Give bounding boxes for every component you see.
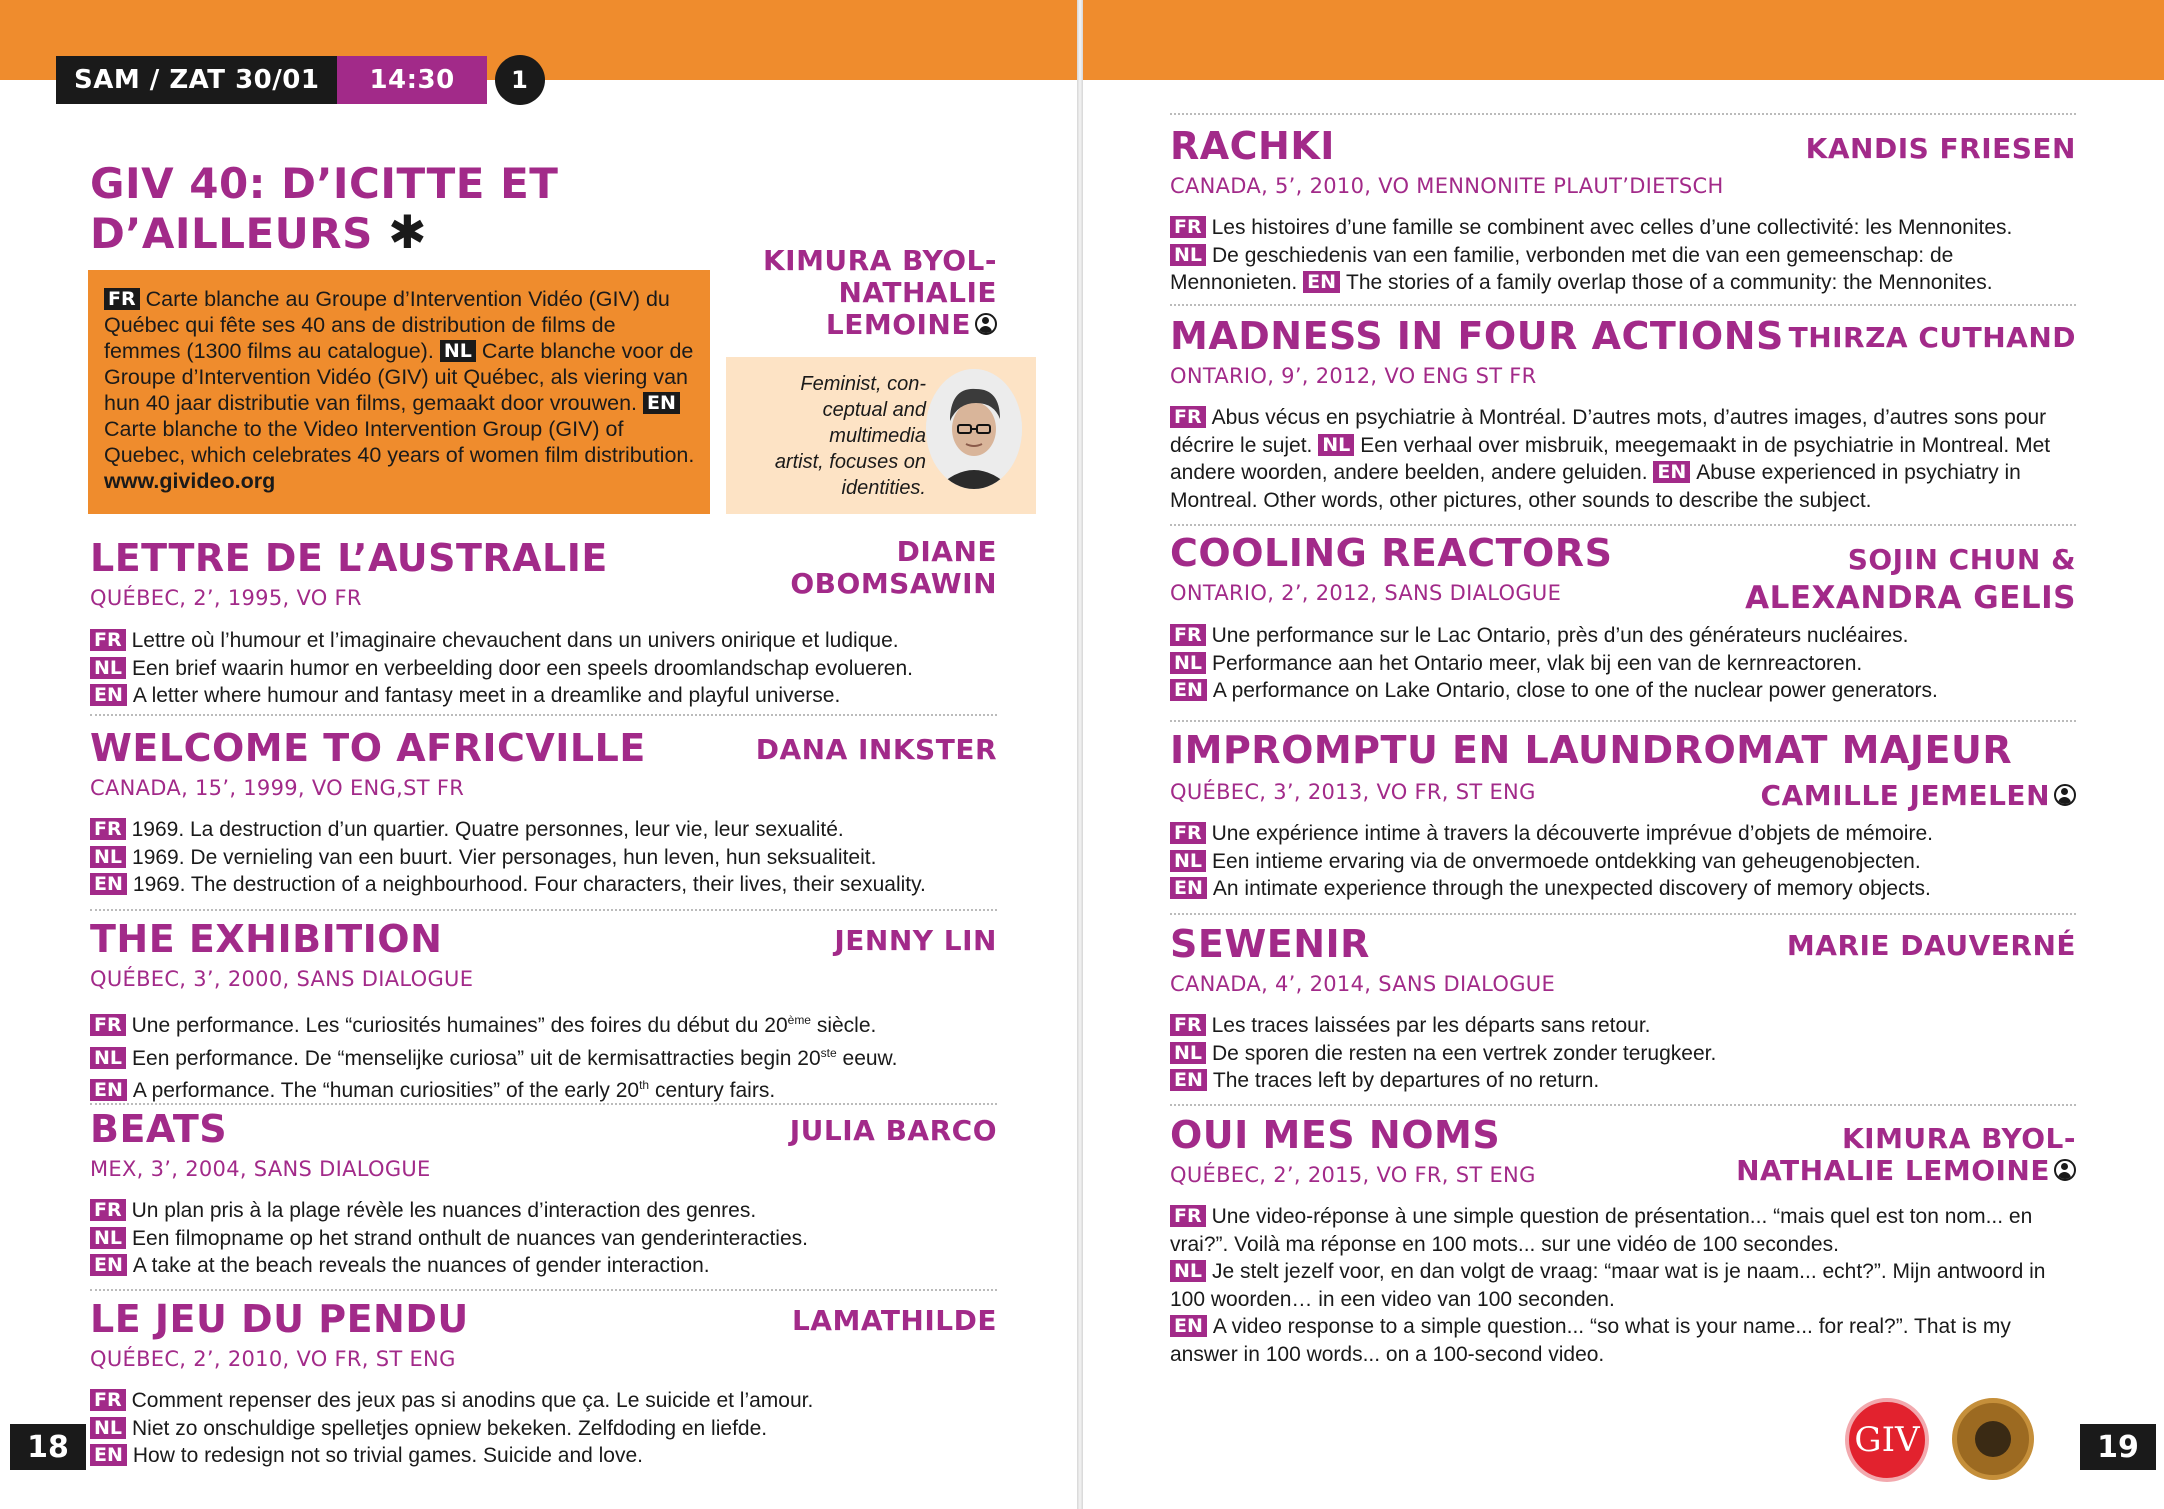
film-director	[792, 1305, 997, 1337]
lang-tag-nl: NL	[1170, 1042, 1206, 1064]
film-director-line2: OBOMSAWIN	[790, 567, 997, 600]
left-page	[0, 0, 1077, 1509]
bio-line: multimedia	[829, 425, 926, 447]
film-entry	[1170, 531, 2076, 711]
desc-fr: 1969. La destruction d’un quartier. Quatre personnes, leur vie, leur sexualité.	[131, 818, 844, 841]
film-meta: QUÉBEC, 3’, 2013, VO FR, ST ENG	[1170, 780, 1536, 804]
desc-fr: Abus vécus en psychiatrie à Montréal. D’autres mots, d’autres images, d’autres sons pour décrire le sujet.	[1170, 406, 2047, 457]
program-director	[757, 245, 997, 341]
program-desc-en: Carte blanche to the Video Intervention Group (GIV) of Quebec, which celebrates 40 years of women film distribution.	[104, 417, 695, 467]
seal-logo	[1952, 1398, 2034, 1480]
lang-tag-en: EN	[90, 1079, 127, 1101]
film-director-line1: SOJIN CHUN &	[1847, 543, 2076, 576]
film-description	[90, 1387, 997, 1470]
film-meta: QUÉBEC, 2’, 2010, VO FR, ST ENG	[90, 1347, 456, 1371]
lang-tag-nl: NL	[1170, 850, 1206, 872]
desc-nl: Je stelt jezelf voor, en dan volgt de vraag: “maar wat is je naam... echt?”. Mijn antwoord in 100 woorden… in een video van 100 seconden.	[1170, 1260, 2046, 1311]
person-icon	[2054, 784, 2076, 806]
desc-fr: Comment repenser des jeux pas si anodins que ça. Le suicide et l’amour.	[131, 1389, 814, 1412]
film-entry	[90, 1297, 997, 1477]
desc-en: How to redesign not so trivial games. Suicide and love.	[132, 1444, 643, 1467]
desc-en: The stories of a family overlap those of a community: the Mennonites.	[1346, 271, 1993, 294]
program-title-line2: D’AILLEURS	[90, 209, 373, 258]
desc-fr: Une performance. Les “curiosités humaines” des foires du début du 20	[131, 1014, 788, 1037]
program-title-line1: GIV 40: D’ICITTE ET	[90, 159, 559, 208]
film-meta: QUÉBEC, 2’, 1995, VO FR	[90, 586, 362, 610]
film-entry	[1170, 124, 2076, 304]
film-title: RACHKI	[1170, 124, 1335, 168]
lang-tag-nl: NL	[1170, 244, 1206, 266]
film-description	[1170, 1012, 2076, 1095]
desc-nl: 1969. De vernieling van een buurt. Vier personages, hun leven, hun seksualiteit.	[132, 845, 877, 869]
film-meta: CANADA, 15’, 1999, VO ENG,ST FR	[90, 776, 465, 800]
film-director	[834, 925, 997, 957]
film-title: COOLING REACTORS	[1170, 531, 1613, 575]
film-entry	[90, 1107, 997, 1280]
lang-tag-nl: NL	[90, 1047, 126, 1069]
lang-tag-en: EN	[1170, 679, 1207, 701]
film-title: WELCOME TO AFRICVILLE	[90, 726, 646, 770]
director-photo	[926, 369, 1022, 489]
superscript: ste	[820, 1045, 837, 1060]
film-meta: CANADA, 4’, 2014, SANS DIALOGUE	[1170, 972, 1556, 996]
film-director-line1: JENNY LIN	[834, 924, 997, 957]
film-description	[1170, 404, 2076, 514]
film-description	[1170, 1203, 2076, 1368]
film-meta: QUÉBEC, 3’, 2000, SANS DIALOGUE	[90, 967, 474, 991]
lang-tag-fr: FR	[1170, 216, 1206, 238]
lang-tag-nl: NL	[1318, 434, 1354, 456]
lang-tag-en: EN	[90, 684, 127, 706]
lang-tag-en: EN	[643, 392, 680, 414]
lang-tag-nl: NL	[90, 846, 126, 868]
film-title: MADNESS IN FOUR ACTIONS	[1170, 314, 1784, 358]
program-director-line1: KIMURA BYOL-	[762, 244, 997, 277]
film-description	[1170, 622, 2076, 705]
film-description	[1170, 820, 2076, 903]
divider	[90, 1103, 997, 1105]
divider	[1170, 113, 2076, 115]
orange-banner	[1083, 0, 2164, 80]
lang-tag-fr: FR	[90, 629, 126, 651]
divider	[90, 1289, 997, 1291]
lang-tag-fr: FR	[1170, 1205, 1206, 1227]
lang-tag-nl: NL	[1170, 652, 1206, 674]
lang-tag-fr: FR	[1170, 624, 1206, 646]
lang-tag-fr: FR	[90, 1199, 126, 1221]
desc-nl: De sporen die resten na een vertrek zonder terugkeer.	[1212, 1041, 1717, 1065]
desc-fr-end: siècle.	[810, 1014, 877, 1037]
film-director	[790, 1115, 997, 1147]
film-description	[90, 627, 997, 710]
session-time: 14:30	[337, 56, 486, 104]
page-number-left: 18	[10, 1424, 86, 1470]
film-director-line2: ALEXANDRA GELIS	[1745, 580, 2076, 616]
lang-tag-nl: NL	[440, 340, 476, 362]
desc-fr: Une expérience intime à travers la découverte imprévue d’objets de mémoire.	[1211, 822, 1933, 845]
page-number-right: 19	[2080, 1424, 2156, 1470]
desc-en: A performance on Lake Ontario, close to one of the nuclear power generators.	[1212, 679, 1938, 702]
divider	[90, 714, 997, 716]
lang-tag-en: EN	[1170, 877, 1207, 899]
film-description	[90, 1007, 997, 1105]
divider	[1170, 720, 2076, 722]
film-entry	[1170, 314, 2076, 524]
film-director	[756, 734, 997, 766]
desc-fr: Une performance sur le Lac Ontario, près d’un des générateurs nucléaires.	[1211, 624, 1909, 647]
lang-tag-en: EN	[1303, 271, 1340, 293]
program-director-line3: LEMOINE	[825, 308, 971, 341]
lang-tag-nl: NL	[90, 1227, 126, 1249]
film-director-line1: JULIA BARCO	[789, 1114, 997, 1147]
lang-tag-nl: NL	[1170, 1260, 1206, 1282]
lang-tag-en: EN	[90, 873, 127, 895]
lang-tag-en: EN	[1653, 461, 1690, 483]
desc-en: A letter where humour and fantasy meet in a dreamlike and playful universe.	[132, 684, 841, 707]
film-director-line1: LAMATHILDE	[791, 1304, 997, 1337]
giv-logo: GIV	[1845, 1398, 1929, 1482]
lang-tag-fr: FR	[90, 818, 126, 840]
film-director-line1: DANA INKSTER	[755, 733, 997, 766]
desc-fr: Les histoires d’une famille se combinent avec celles d’une collectivité: les Mennonites.	[1211, 216, 2013, 239]
lang-tag-fr: FR	[104, 288, 140, 310]
film-director	[1789, 322, 2076, 354]
desc-fr: Les traces laissées par les départs sans retour.	[1211, 1014, 1651, 1037]
superscript: ème	[787, 1013, 811, 1027]
desc-en: The traces left by departures of no return.	[1212, 1069, 1600, 1092]
website-link[interactable]: www.givideo.org	[104, 469, 276, 493]
person-icon	[2054, 1159, 2076, 1181]
desc-en-end: century fairs.	[649, 1079, 776, 1102]
asterisk-icon: ✱	[388, 205, 428, 259]
session-date-value: 30/01	[235, 65, 320, 95]
lang-tag-fr: FR	[1170, 406, 1206, 428]
film-entry	[1170, 728, 2076, 908]
desc-en: 1969. The destruction of a neighbourhood. Four characters, their lives, their sexuality.	[132, 873, 926, 896]
lang-tag-en: EN	[90, 1254, 127, 1276]
desc-nl: De geschiedenis van een familie, verbonden met die van een gemeenschap: de Mennonieten.	[1170, 243, 1954, 294]
film-director	[1787, 930, 2076, 962]
bio-line: Feminist, con-	[800, 373, 926, 395]
desc-nl: Performance aan het Ontario meer, vlak bij een van de kernreactoren.	[1212, 651, 1863, 675]
desc-en: A video response to a simple question... “so what is your name... for real?”. That is my answer in 100 words... on a 100-second video.	[1170, 1315, 2011, 1366]
lang-tag-nl: NL	[90, 1417, 126, 1439]
film-director	[1745, 541, 2076, 617]
portrait-illustration	[926, 369, 1022, 489]
lang-tag-nl: NL	[90, 657, 126, 679]
divider	[1170, 524, 2076, 526]
film-director-line1: KIMURA BYOL-	[1841, 1122, 2076, 1155]
film-director-line1: THIRZA CUTHAND	[1788, 321, 2076, 354]
lang-tag-fr: FR	[90, 1389, 126, 1411]
session-day: SAM / ZAT	[74, 65, 226, 95]
person-icon	[975, 313, 997, 335]
film-title: SEWENIR	[1170, 922, 1370, 966]
film-title: BEATS	[90, 1107, 228, 1151]
desc-en: A performance. The “human curiosities” of the early 20	[132, 1079, 640, 1102]
film-director-line1: MARIE DAUVERNÉ	[1786, 929, 2076, 962]
film-entry	[90, 917, 997, 1102]
film-entry	[90, 726, 997, 899]
film-meta: ONTARIO, 9’, 2012, VO ENG ST FR	[1170, 364, 1537, 388]
desc-nl: Een performance. De “menselijke curiosa” uit de kermisattracties begin 20	[132, 1046, 821, 1070]
film-title: LE JEU DU PENDU	[90, 1297, 469, 1341]
desc-fr: Un plan pris à la plage révèle les nuances d’interaction des genres.	[131, 1199, 757, 1222]
desc-en: A take at the beach reveals the nuances of gender interaction.	[132, 1254, 710, 1277]
film-description	[1170, 214, 2076, 297]
desc-en: Abuse experienced in psychiatry in Montreal. Other words, other pictures, other sounds to describe the subject.	[1170, 461, 2021, 512]
program-desc-nl: Carte blanche voor de Groupe d’Intervention Vidéo (GIV) uit Québec, als viering van hun 40 jaar distributie van films, gemaakt door vrouwen.	[104, 339, 694, 415]
desc-nl: Een verhaal over misbruik, meegemaakt in de psychiatrie in Montreal. Met andere woorden, andere beelden, andere geluiden.	[1170, 433, 2051, 484]
bio-line: identities.	[841, 477, 926, 499]
lang-tag-en: EN	[1170, 1315, 1207, 1337]
film-entry	[1170, 922, 2076, 1102]
session-date-bar	[56, 56, 545, 104]
film-director-line1: DIANE	[896, 535, 997, 568]
film-title: LETTRE DE L’AUSTRALIE	[90, 536, 608, 580]
film-director	[1761, 780, 2077, 812]
desc-nl: Een brief waarin humor en verbeelding door een speels droomlandschap evolueren.	[132, 656, 914, 680]
session-date	[56, 56, 337, 104]
divider	[1170, 913, 2076, 915]
director-bio-box	[726, 357, 1036, 514]
film-director	[790, 536, 997, 600]
lang-tag-en: EN	[90, 1444, 127, 1466]
film-entry	[90, 536, 997, 709]
divider	[90, 909, 997, 911]
program-director-line2: NATHALIE	[838, 276, 997, 309]
film-director-line2: NATHALIE LEMOINE	[1736, 1154, 2050, 1187]
desc-nl: Niet zo onschuldige spelletjes opniew bekeken. Zelfdoding en liefde.	[132, 1416, 768, 1440]
film-entry	[1170, 1113, 2076, 1373]
program-desc-fr: Carte blanche au Groupe d’Intervention Vidéo (GIV) du Québec qui fête ses 40 ans de distribution de films de femmes (1300 films au catalogue).	[104, 287, 670, 363]
film-meta: ONTARIO, 2’, 2012, SANS DIALOGUE	[1170, 581, 1562, 605]
film-director-line1: KANDIS FRIESEN	[1805, 132, 2076, 165]
lang-tag-fr: FR	[1170, 822, 1206, 844]
desc-fr: Une video-réponse à une simple question de présentation... “mais quel est ton nom... en vrai?”. Voilà ma réponse en 100 mots... sur une vidéo de 100 secondes.	[1170, 1205, 2033, 1256]
film-meta: CANADA, 5’, 2010, VO MENNONITE PLAUT’DIETSCH	[1170, 174, 1724, 198]
desc-nl-end: eeuw.	[836, 1046, 898, 1070]
desc-fr: Lettre où l’humour et l’imaginaire chevauchent dans un univers onirique et ludique.	[131, 629, 899, 652]
lang-tag-en: EN	[1170, 1069, 1207, 1091]
film-director	[1736, 1123, 2076, 1187]
desc-en: An intimate experience through the unexpected discovery of memory objects.	[1212, 877, 1931, 900]
program-description-box	[88, 270, 710, 514]
film-title: IMPROMPTU EN LAUNDROMAT MAJEUR	[1170, 728, 2013, 772]
film-meta: QUÉBEC, 2’, 2015, VO FR, ST ENG	[1170, 1163, 1536, 1187]
bio-line: artist, focuses on	[774, 451, 926, 473]
film-meta: MEX, 3’, 2004, SANS DIALOGUE	[90, 1157, 431, 1181]
film-description	[90, 816, 997, 899]
director-bio	[738, 371, 926, 501]
desc-nl: Een intieme ervaring via de onvermoede ontdekking van geheugenobjecten.	[1212, 849, 1921, 873]
film-director-line1: CAMILLE JEMELEN	[1760, 779, 2050, 812]
divider	[1170, 304, 2076, 306]
bio-line: ceptual and	[822, 399, 926, 421]
desc-nl: Een filmopname op het strand onthult de nuances van genderinteracties.	[132, 1226, 808, 1250]
session-number-badge: 1	[495, 55, 545, 105]
program-title	[90, 160, 690, 258]
film-director	[1806, 133, 2076, 165]
film-description	[90, 1197, 997, 1280]
lang-tag-fr: FR	[1170, 1014, 1206, 1036]
film-title: THE EXHIBITION	[90, 917, 443, 961]
lang-tag-fr: FR	[90, 1014, 126, 1036]
superscript: th	[639, 1078, 650, 1092]
film-title: OUI MES NOMS	[1170, 1113, 1501, 1157]
divider	[1170, 1104, 2076, 1106]
